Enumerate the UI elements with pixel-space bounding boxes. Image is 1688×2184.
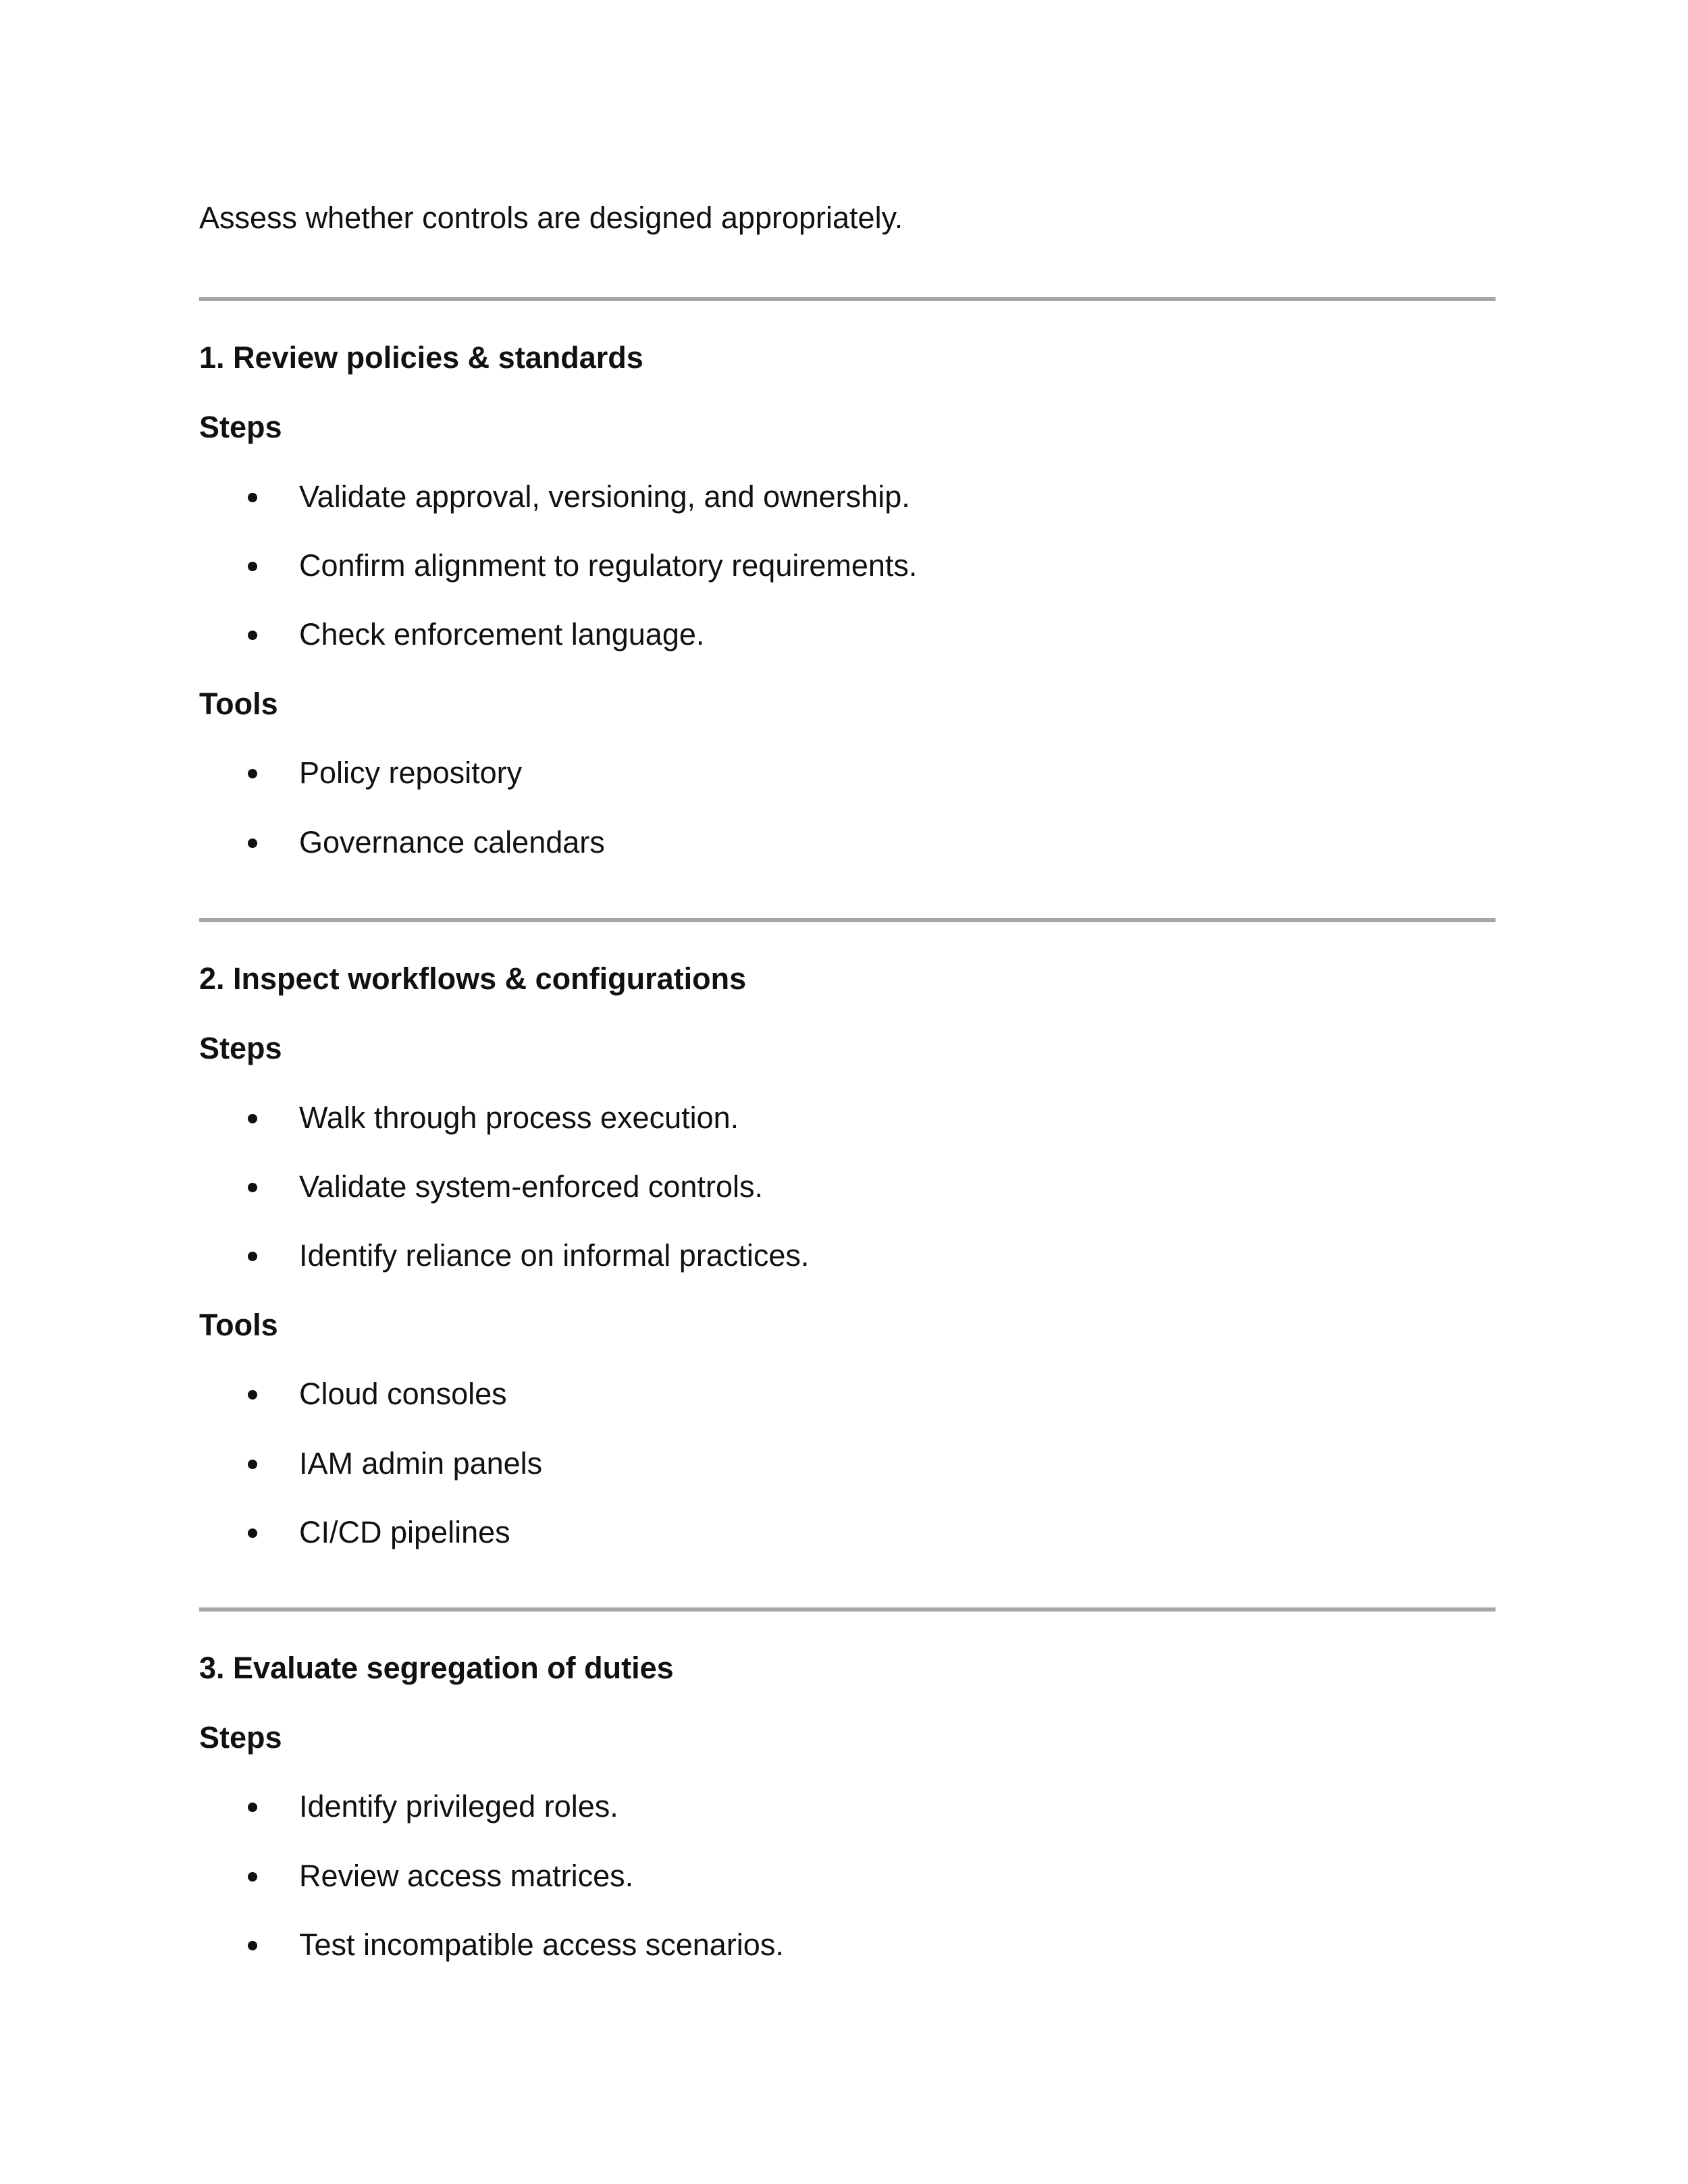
bullet-icon [248,1183,257,1192]
bullet-icon [248,769,257,778]
document-page: Assess whether controls are designed appropriately. 1. Review policies & standards Steps Validate approval, versioning, and ownership. Confirm alignment to regulatory requirements. Check enforcement language. Tools Policy repository Governance calendars 2. Inspect workflows & configurations Steps Walk through process execution. Validate system-enforced controls. Identify reliance on informal practices. Tools Cloud consoles IAM admin panels CI/CD pipelines 3. Evaluate segregation of duties Steps Identify privileged roles. Review access matrices. Test incompatible access scenarios. [199,0,1496,2184]
bullet-icon [248,1528,257,1538]
bullet-icon [248,631,257,640]
bullet-icon [248,1390,257,1400]
bullet-icon [248,1460,257,1469]
bullet-icon [248,1941,257,1950]
section-2-steps-label: Steps [199,1031,282,1065]
section-2-title: 2. Inspect workflows & configurations [199,961,747,996]
section-1-title: 1. Review policies & standards [199,340,643,375]
intro-text: Assess whether controls are designed appropriately. [199,201,903,235]
bullet-icon [248,1803,257,1812]
section-2-tools-label: Tools [199,1308,278,1342]
section-1-tools-label: Tools [199,687,278,721]
bullet-icon [248,1872,257,1882]
section-divider [199,1607,1496,1612]
section-3-steps-label: Steps [199,1720,282,1755]
bullet-icon [248,562,257,571]
bullet-icon [248,1252,257,1261]
bullet-icon [248,493,257,502]
section-divider [199,918,1496,922]
section-divider [199,297,1496,301]
bullet-icon [248,1114,257,1123]
bullet-icon [248,838,257,848]
section-1-steps-label: Steps [199,410,282,444]
section-3-title: 3. Evaluate segregation of duties [199,1651,674,1685]
